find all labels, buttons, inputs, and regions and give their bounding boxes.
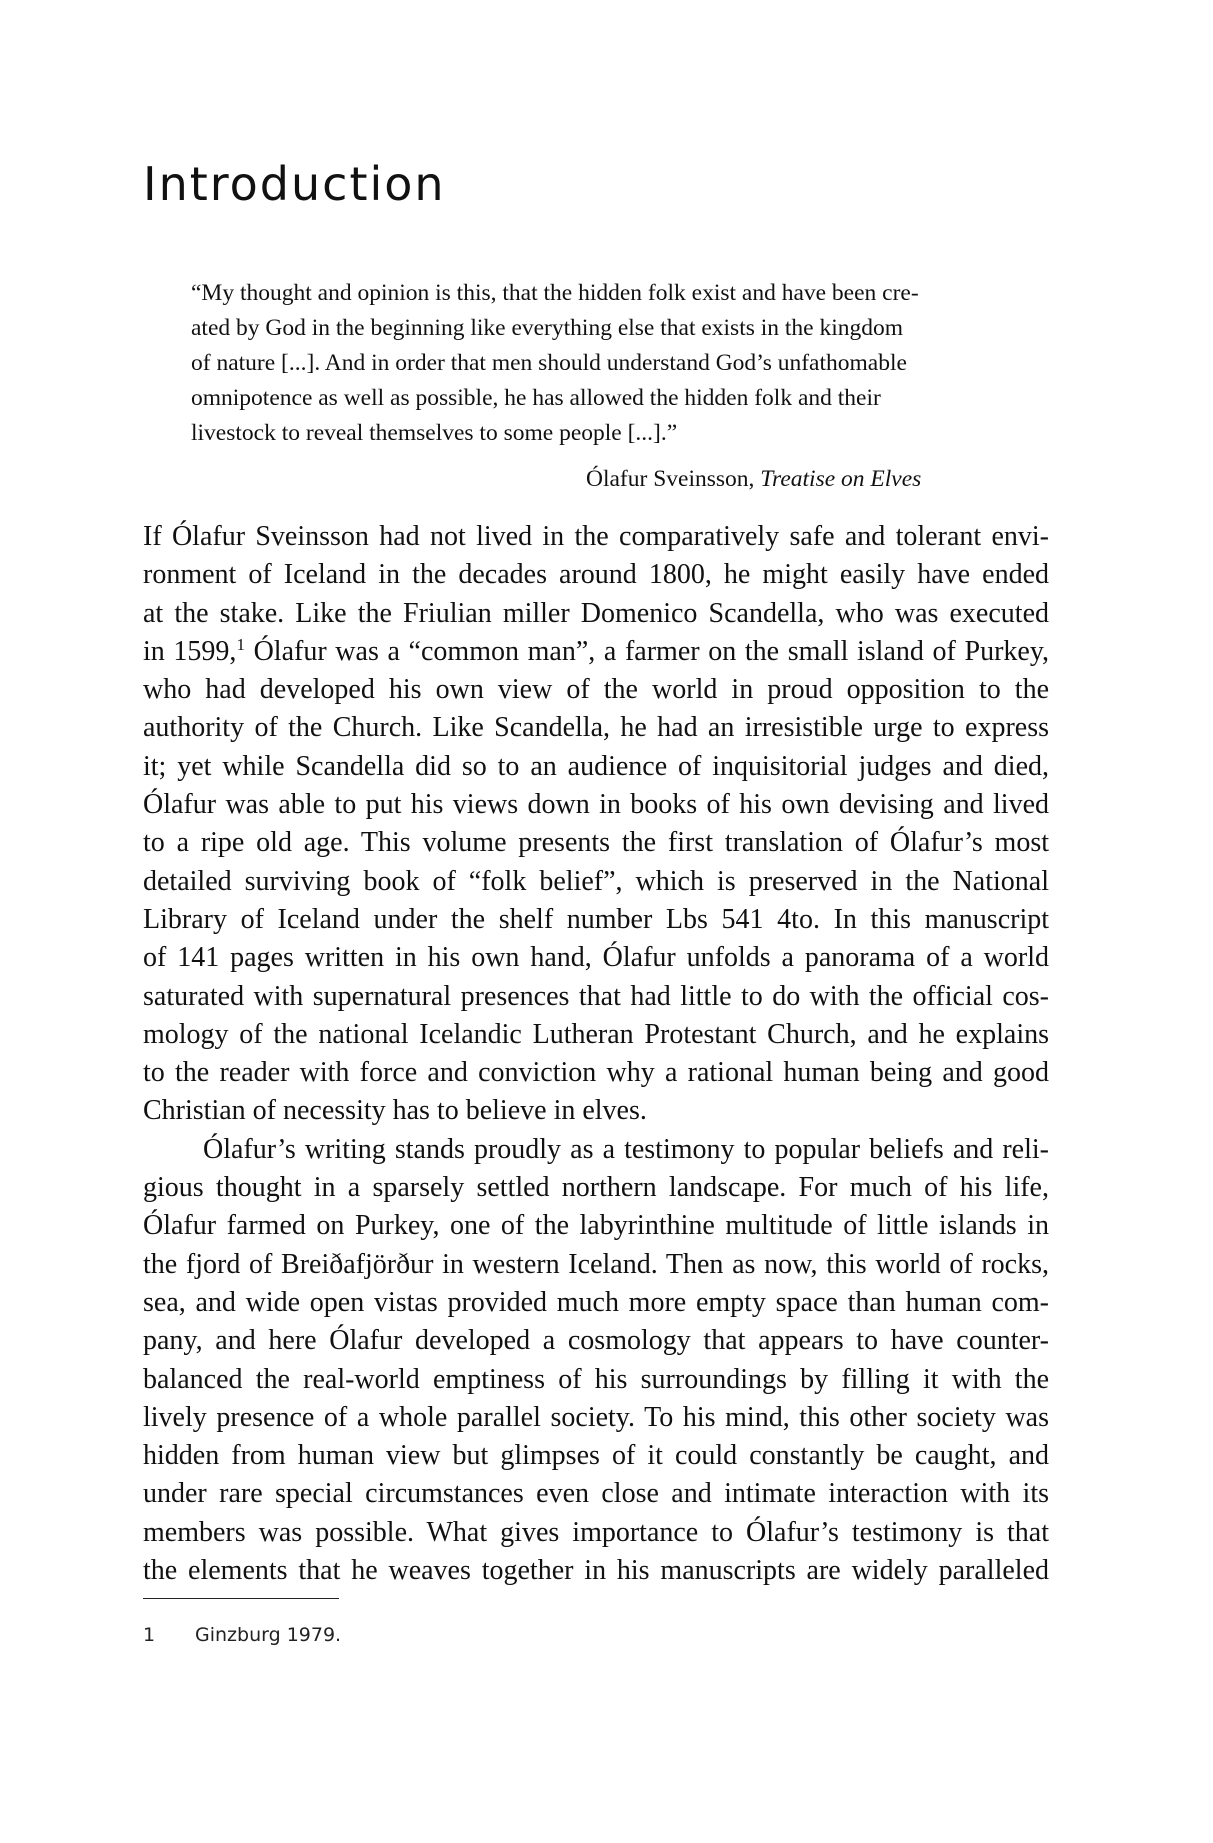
text-line: Ólafur was able to put his views down in books of his own devising and lived xyxy=(143,789,1049,821)
text-line: pany, and here Ólafur developed a cosmology that appears to have counter- xyxy=(143,1325,1049,1357)
footnote-reference[interactable]: 1 xyxy=(236,634,245,654)
text-line xyxy=(143,633,1049,671)
attribution-work-title: Treatise on Elves xyxy=(760,466,922,492)
paragraph-1 xyxy=(143,518,1049,1131)
chapter-title: Introduction xyxy=(143,157,446,211)
text-line: of 141 pages written in his own hand, Ólafur unfolds a panorama of a world xyxy=(143,942,1049,974)
text-line: If Ólafur Sveinsson had not lived in the comparatively safe and tolerant envi- xyxy=(143,521,1049,552)
text-segment: in 1599, xyxy=(143,635,237,667)
paragraph-2 xyxy=(143,1131,1049,1591)
text-line: under rare special circumstances even close and intimate interaction with its xyxy=(143,1478,1049,1510)
footnote-divider xyxy=(143,1598,339,1599)
text-line: detailed surviving book of “folk belief”, which is preserved in the National xyxy=(143,865,1049,897)
text-line: mology of the national Icelandic Lutheran Protestant Church, and he explains xyxy=(143,1018,1049,1050)
body-text xyxy=(143,518,1049,1590)
text-line: sea, and wide open vistas provided much more empty space than human com- xyxy=(143,1286,1049,1318)
epigraph-line: livestock to reveal themselves to some people [...].” xyxy=(191,420,678,446)
text-line: gious thought in a sparsely settled northern landscape. For much of his life, xyxy=(143,1172,1049,1204)
text-line: authority of the Church. Like Scandella, he had an irresistible urge to express xyxy=(143,712,1049,744)
text-line: balanced the real-world emptiness of his surroundings by filling it with the xyxy=(143,1363,1049,1395)
epigraph-line: “My thought and opinion is this, that the hidden folk exist and have been cre- xyxy=(191,280,919,306)
text-line: the fjord of Breiðafjörður in western Iceland. Then as now, this world of rocks, xyxy=(143,1248,1049,1280)
text-line: to the reader with force and conviction why a rational human being and good xyxy=(143,1057,1049,1089)
text-segment: Ólafur was a “common man”, a farmer on the small island of Purkey, xyxy=(244,635,1050,667)
text-line: Library of Iceland under the shelf number Lbs 541 4to. In this manuscript xyxy=(143,903,1049,935)
text-line: hidden from human view but glimpses of it could constantly be caught, and xyxy=(143,1440,1049,1472)
text-line: Christian of necessity has to believe in elves. xyxy=(143,1095,647,1127)
text-line: to a ripe old age. This volume presents the first translation of Ólafur’s most xyxy=(143,827,1049,859)
epigraph-line: ated by God in the beginning like everything else that exists in the kingdom xyxy=(191,315,904,341)
text-line: Ólafur farmed on Purkey, one of the labyrinthine multitude of little islands in xyxy=(143,1210,1049,1242)
text-line: members was possible. What gives importance to Ólafur’s testimony is that xyxy=(143,1516,1049,1548)
text-line: Ólafur’s writing stands proudly as a testimony to popular beliefs and reli- xyxy=(203,1133,1049,1165)
epigraph-quote xyxy=(191,276,991,451)
text-line: it; yet while Scandella did so to an audience of inquisitorial judges and died, xyxy=(143,750,1049,782)
text-line: ronment of Iceland in the decades around 1800, he might easily have ended xyxy=(143,559,1049,591)
epigraph-line: of nature [...]. And in order that men should understand God’s unfathomable xyxy=(191,350,907,376)
epigraph-line: omnipotence as well as possible, he has allowed the hidden folk and their xyxy=(191,385,881,411)
text-line: at the stake. Like the Friulian miller Domenico Scandella, who was executed xyxy=(143,597,1049,629)
text-line: the elements that he weaves together in his manuscripts are widely paralleled xyxy=(143,1555,1049,1587)
text-line: saturated with supernatural presences that had little to do with the official cos- xyxy=(143,980,1049,1012)
footnote-1 xyxy=(143,1624,341,1646)
epigraph-attribution xyxy=(586,466,921,493)
text-line: who had developed his own view of the world in proud opposition to the xyxy=(143,674,1049,706)
text-line: lively presence of a whole parallel society. To his mind, this other society was xyxy=(143,1401,1049,1433)
footnote-text: Ginzburg 1979. xyxy=(195,1624,342,1646)
footnote-number: 1 xyxy=(143,1624,156,1646)
attribution-author: Ólafur Sveinsson, xyxy=(586,466,761,492)
